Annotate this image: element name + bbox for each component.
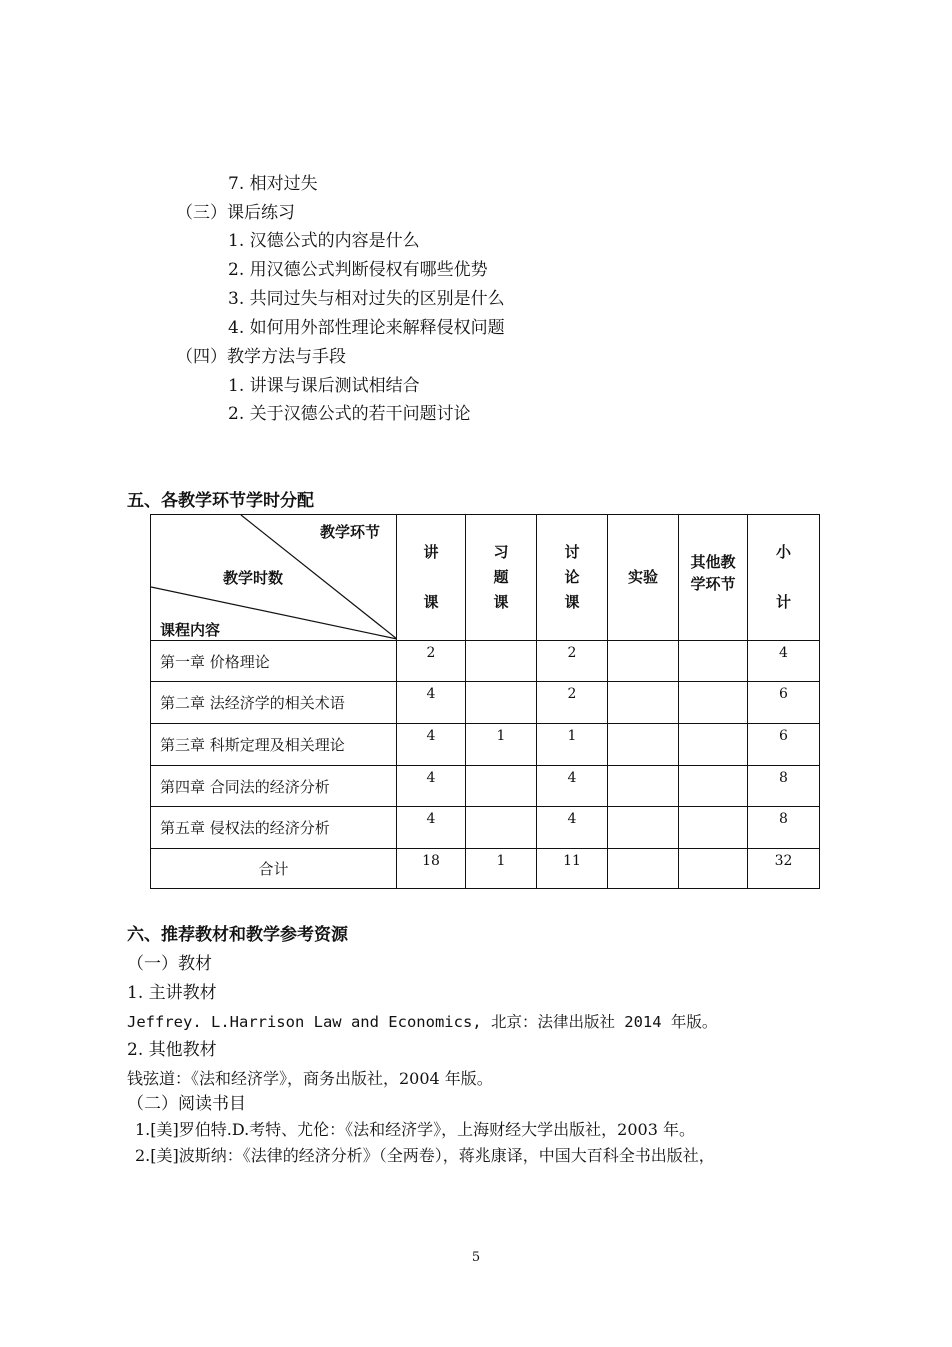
diag-label-course-content: 课程内容 <box>160 621 221 639</box>
diag-label-teaching-segment: 教学环节 <box>319 523 380 541</box>
cell-value <box>608 807 679 849</box>
diag-label-teaching-hours: 教学时数 <box>223 569 284 587</box>
cell-value <box>679 682 748 724</box>
cell-value: 11 <box>537 849 608 889</box>
table-row <box>151 641 820 682</box>
cell-value: 4 <box>748 641 820 682</box>
row-label: 第一章 价格理论 <box>151 641 397 682</box>
cell-value: 32 <box>748 849 820 889</box>
cell-value <box>466 641 537 682</box>
column-header-discussion: 讨 论 课 <box>537 515 608 641</box>
section-heading-hours: 五、各教学环节学时分配 <box>127 491 314 511</box>
other-textbook-reference: 钱弦道：《法和经济学》，商务出版社，2004 年版。 <box>127 1069 493 1088</box>
cell-value: 4 <box>537 766 608 807</box>
cell-value <box>679 807 748 849</box>
cell-value <box>679 766 748 807</box>
table-total-row <box>151 849 820 889</box>
column-header-subtotal: 小 计 <box>748 515 820 641</box>
column-header-lecture: 讲 课 <box>397 515 466 641</box>
method-item: 2. 关于汉德公式的若干问题讨论 <box>228 404 471 424</box>
reading-item: 2.[美]波斯纳：《法律的经济分析》（全两卷），蒋兆康译，中国大百科全书出版社， <box>135 1146 715 1165</box>
section-heading-resources: 六、推荐教材和教学参考资源 <box>127 925 348 945</box>
cell-value <box>608 641 679 682</box>
row-label: 第四章 合同法的经济分析 <box>151 766 397 807</box>
cell-value <box>466 807 537 849</box>
exercise-item: 1. 汉德公式的内容是什么 <box>228 231 420 251</box>
methods-heading: （四）教学方法与手段 <box>176 347 346 367</box>
cell-value: 18 <box>397 849 466 889</box>
table-row <box>151 766 820 807</box>
other-textbook-heading: 2. 其他教材 <box>127 1040 217 1060</box>
hours-allocation-table <box>150 514 820 889</box>
page-number: 5 <box>471 1250 481 1265</box>
table-row <box>151 682 820 724</box>
cell-value: 4 <box>397 807 466 849</box>
cell-value <box>608 766 679 807</box>
cell-value <box>466 766 537 807</box>
cell-value: 4 <box>397 724 466 766</box>
reading-heading: （二）阅读书目 <box>127 1094 246 1114</box>
cell-value <box>466 682 537 724</box>
total-label: 合计 <box>151 849 397 889</box>
exercise-item: 3. 共同过失与相对过失的区别是什么 <box>228 289 505 309</box>
cell-value <box>679 849 748 889</box>
reading-item: 1.[美]罗伯特.D.考特、尤伦：《法和经济学》，上海财经大学出版社，2003 年。 <box>135 1120 695 1139</box>
cell-value <box>608 682 679 724</box>
cell-value: 4 <box>397 766 466 807</box>
main-textbook-heading: 1. 主讲教材 <box>127 983 217 1003</box>
row-label: 第五章 侵权法的经济分析 <box>151 807 397 849</box>
table-header-row <box>151 515 820 641</box>
cell-value <box>679 724 748 766</box>
list-item-relative-fault: 7. 相对过失 <box>228 174 318 194</box>
cell-value: 2 <box>397 641 466 682</box>
cell-value <box>679 641 748 682</box>
row-label: 第二章 法经济学的相关术语 <box>151 682 397 724</box>
table-row <box>151 807 820 849</box>
table-row <box>151 724 820 766</box>
cell-value: 6 <box>748 682 820 724</box>
row-label: 第三章 科斯定理及相关理论 <box>151 724 397 766</box>
textbooks-heading: （一）教材 <box>127 954 212 974</box>
cell-value: 8 <box>748 766 820 807</box>
exercise-item: 4. 如何用外部性理论来解释侵权问题 <box>228 318 505 338</box>
exercise-heading: （三）课后练习 <box>176 203 295 223</box>
main-textbook-reference: Jeffrey. L.Harrison Law and Economics, 北京：法律出版社 2014 年版。 <box>127 1013 718 1031</box>
cell-value: 4 <box>397 682 466 724</box>
column-header-other: 其他教 学环节 <box>679 515 748 641</box>
cell-value: 2 <box>537 641 608 682</box>
column-header-exercise: 习 题 课 <box>466 515 537 641</box>
cell-value <box>608 724 679 766</box>
cell-value: 1 <box>466 849 537 889</box>
cell-value <box>608 849 679 889</box>
method-item: 1. 讲课与课后测试相结合 <box>228 376 420 396</box>
cell-value: 8 <box>748 807 820 849</box>
cell-value: 4 <box>537 807 608 849</box>
exercise-item: 2. 用汉德公式判断侵权有哪些优势 <box>228 260 488 280</box>
cell-value: 2 <box>537 682 608 724</box>
cell-value: 1 <box>537 724 608 766</box>
diagonal-header-cell <box>151 515 397 641</box>
column-header-lab: 实验 <box>608 515 679 641</box>
cell-value: 6 <box>748 724 820 766</box>
cell-value: 1 <box>466 724 537 766</box>
